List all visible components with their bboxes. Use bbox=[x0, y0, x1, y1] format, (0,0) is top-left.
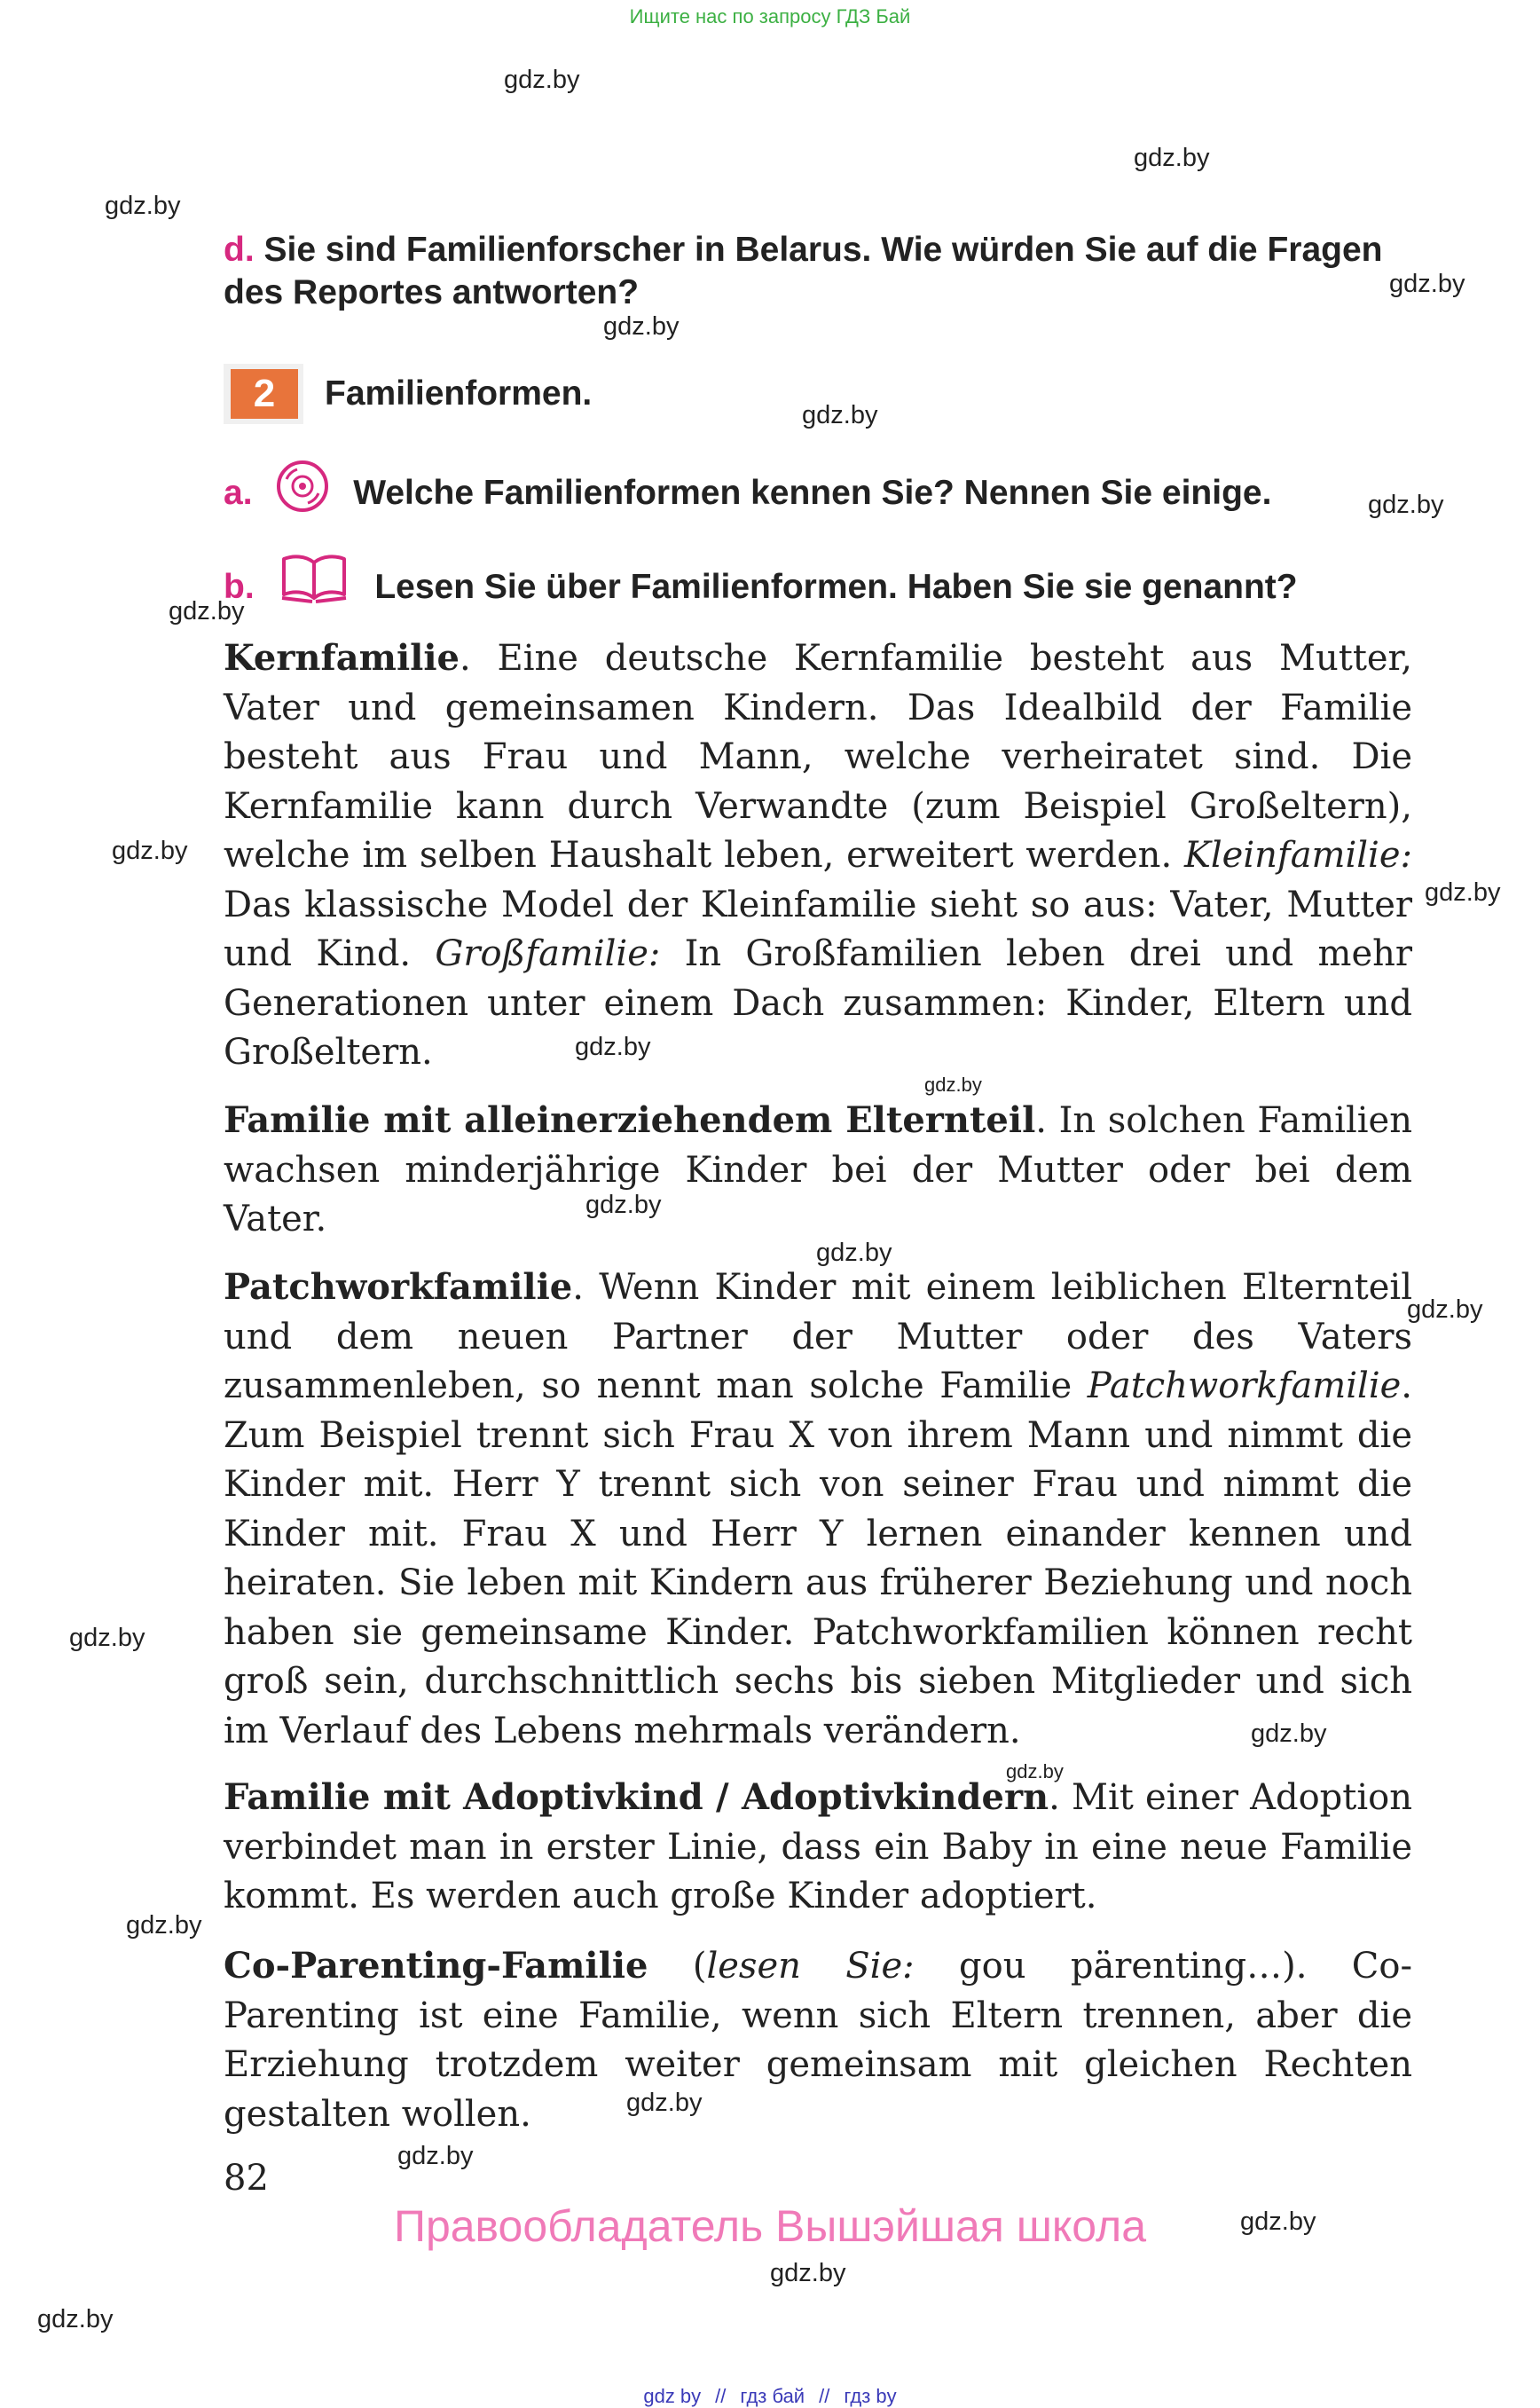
paragraph-text: . Wenn Kinder mit einem leiblichen Elternteil und dem neuen Partner der Mutter oder des Vaters zusammenleben, so nennt man solche Familie bbox=[224, 1267, 1412, 1406]
task-text: Lesen Sie über Familienformen. Haben Sie sie genannt? bbox=[374, 568, 1298, 606]
watermark: gdz.by bbox=[504, 66, 580, 94]
page-number: 82 bbox=[224, 2158, 269, 2199]
term-grossfamilie: Großfamilie: bbox=[435, 933, 661, 974]
task-a bbox=[224, 460, 1465, 515]
paragraph-text: . In solchen Familien wachsen minderjährige Kinder bei der Mutter oder bei dem Vater. bbox=[224, 1100, 1412, 1239]
footer-separator: // bbox=[715, 2385, 727, 2407]
task-text: Sie sind Familienforscher in Belarus. Wie würden Sie auf die Fragen des Reportes antworten? bbox=[224, 231, 1383, 311]
watermark: gdz.by bbox=[112, 837, 188, 865]
paragraph-alleinerziehend bbox=[224, 1096, 1412, 1245]
term-patchwork: Patchworkfamilie bbox=[224, 1266, 573, 1308]
paragraph-kernfamilie bbox=[224, 633, 1412, 1078]
watermark: gdz.by bbox=[802, 401, 878, 429]
cd-disc-icon bbox=[274, 460, 331, 513]
header-note: Ищите нас по запросу ГДЗ Бай bbox=[629, 5, 911, 28]
watermark: gdz.by bbox=[1389, 270, 1465, 298]
watermark: gdz.by bbox=[603, 312, 680, 341]
paragraph-text: . Mit einer Adoption verbindet man in erster Linie, dass ein Baby in eine neue Familie kommt. Es werden auch große Kinder adoptiert. bbox=[224, 1777, 1412, 1916]
watermark: gdz.by bbox=[585, 1191, 662, 1219]
paragraph-text: ). Co-Parenting ist eine Familie, wenn sich Eltern trennen, aber die Erziehung trotzdem weiter gemeinsam mit gleichen Rechten gestalten wollen. bbox=[224, 1946, 1413, 2135]
watermark: gdz.by bbox=[1240, 2207, 1316, 2236]
footer-links bbox=[0, 2385, 1540, 2408]
pronunciation-hint: lesen Sie: bbox=[706, 1946, 915, 1987]
term-coparenting: Co-Parenting-Familie bbox=[224, 1945, 648, 1987]
watermark: gdz.by bbox=[1425, 878, 1501, 907]
pronunciation-text: gou pärenting… bbox=[914, 1946, 1283, 1987]
paragraph-text: In Großfamilien leben drei und mehr Generationen unter einem Dach zusammen: Kinder, Eltern und Großeltern. bbox=[224, 933, 1412, 1073]
paragraph-text: Das klassische Model der Kleinfamilie sieht so aus: Vater, Mutter und Kind. bbox=[224, 884, 1412, 974]
watermark: gdz.by bbox=[169, 597, 245, 626]
term-kernfamilie: Kernfamilie bbox=[224, 637, 460, 679]
footer-link[interactable]: гдз by bbox=[844, 2385, 897, 2407]
task-d bbox=[224, 229, 1417, 314]
exercise-title: Familienformen. bbox=[325, 374, 593, 413]
exercise-badge bbox=[224, 364, 303, 424]
term-alleinerziehend: Familie mit alleinerziehendem Elternteil bbox=[224, 1099, 1036, 1141]
task-text: Welche Familienformen kennen Sie? Nennen Sie einige. bbox=[353, 474, 1272, 512]
exercise-number: 2 bbox=[231, 369, 298, 419]
watermark: gdz.by bbox=[1368, 491, 1444, 519]
copyright-notice: Правообладатель Вышэйшая школа bbox=[394, 2201, 1146, 2251]
paragraph-adoptiv bbox=[224, 1773, 1412, 1922]
open-book-icon bbox=[280, 552, 348, 603]
term-patchwork-italic: Patchworkfamilie bbox=[1087, 1365, 1402, 1406]
watermark: gdz.by bbox=[37, 2305, 114, 2333]
watermark: gdz.by bbox=[1134, 144, 1210, 172]
watermark: gdz.by bbox=[1006, 1760, 1064, 1782]
watermark: gdz.by bbox=[105, 192, 181, 220]
footer-link[interactable]: gdz by bbox=[643, 2385, 702, 2407]
watermark: gdz.by bbox=[575, 1033, 651, 1061]
footer-link[interactable]: гдз бай bbox=[740, 2385, 805, 2407]
watermark: gdz.by bbox=[69, 1624, 145, 1652]
watermark: gdz.by bbox=[626, 2089, 703, 2117]
watermark: gdz.by bbox=[1251, 1719, 1327, 1748]
paragraph-text: . Eine deutsche Kernfamilie besteht aus Mutter, Vater und gemeinsamen Kindern. Das Idealbild der Familie besteht aus Frau und Mann, welche verheiratet sind. Die Kernfamilie kann durch Verwandte (zum Beispiel Großeltern), welche im selben Haushalt leben, erweitert werden. bbox=[224, 638, 1412, 876]
term-kleinfamilie: Kleinfamilie: bbox=[1183, 835, 1412, 876]
paragraph-patchwork bbox=[224, 1263, 1412, 1756]
watermark: gdz.by bbox=[1407, 1295, 1483, 1324]
task-letter: b. bbox=[224, 568, 255, 606]
paragraph-text: . Zum Beispiel trennt sich Frau X von ihrem Mann und nimmt die Kinder mit. Herr Y trennt sich von seiner Frau und nimmt die Kinder mit. Frau X und Herr Y lernen einander kennen und heiraten. Sie leben mit Kindern aus früherer Beziehung und noch haben sie gemeinsame Kinder. Patchworkfamilien können recht groß sein, durchschnittlich sechs bis sieben Mitglieder und sich im Verlauf des Lebens mehrmals verändern. bbox=[224, 1365, 1412, 1751]
term-adoptiv: Familie mit Adoptivkind / Adoptivkindern bbox=[224, 1776, 1049, 1818]
task-letter: d. bbox=[224, 231, 255, 269]
task-b bbox=[224, 552, 1465, 609]
paragraph-text: ( bbox=[648, 1946, 707, 1987]
paragraph-coparenting bbox=[224, 1941, 1412, 2139]
watermark: gdz.by bbox=[770, 2259, 846, 2287]
watermark: gdz.by bbox=[924, 1074, 982, 1096]
watermark: gdz.by bbox=[397, 2142, 474, 2170]
footer-separator: // bbox=[819, 2385, 830, 2407]
task-letter: a. bbox=[224, 474, 253, 512]
watermark: gdz.by bbox=[126, 1911, 202, 1940]
watermark: gdz.by bbox=[816, 1239, 892, 1267]
